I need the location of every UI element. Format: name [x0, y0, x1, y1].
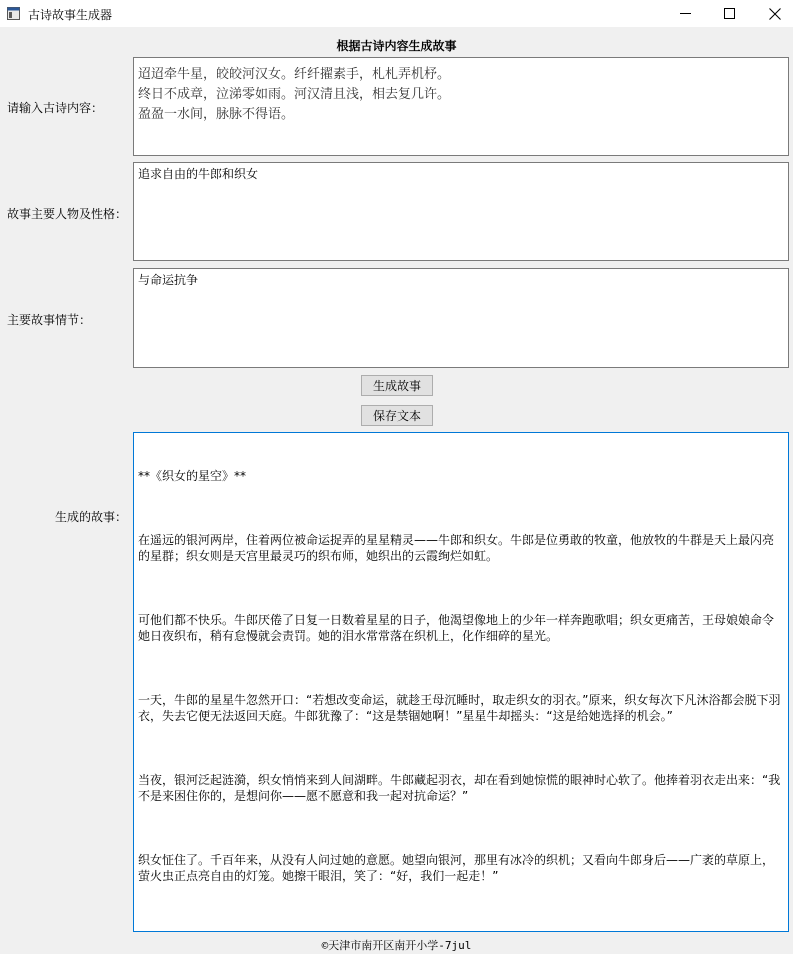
story-paragraph: **《织女的星空》** [138, 469, 247, 483]
story-paragraph: 一天，牛郎的星星牛忽然开口：“若想改变命运，就趁王母沉睡时，取走织女的羽衣。”原来，织女每次下凡沐浴都会脱下羽衣，失去它便无法返回天庭。牛郎犹豫了：“这是禁锢她啊！”星星牛却摇头：“这是给她选择的机会。” [138, 693, 781, 723]
minimize-button[interactable] [662, 0, 708, 27]
story-paragraph: 织女怔住了。千百年来，从没有人问过她的意愿。她望向银河，那里有冰冷的织机；又看向牛郎身后——广袤的草原上，萤火虫正点亮自由的灯笼。她擦干眼泪，笑了：“好，我们一起走！” [138, 853, 775, 883]
window-title: 古诗故事生成器 [28, 8, 113, 22]
story-output[interactable] [133, 432, 789, 932]
title-bar [0, 0, 793, 27]
characters-label: 故事主要人物及性格： [7, 207, 128, 221]
generate-story-button[interactable]: 生成故事 [361, 375, 433, 396]
story-paragraph: 在遥远的银河两岸，住着两位被命运捉弄的星星精灵——牛郎和织女。牛郎是位勇敢的牧童，他放牧的牛群是天上最闪亮的星群；织女则是天宫里最灵巧的织布师，她织出的云霞绚烂如虹。 [138, 533, 775, 563]
footer-credit: ©天津市南开区南开小学-7jul [321, 939, 472, 952]
close-icon [769, 8, 781, 20]
minimize-icon [680, 8, 691, 19]
plot-label: 主要故事情节： [7, 313, 92, 327]
form-heading: 根据古诗内容生成故事 [336, 39, 457, 53]
story-paragraph: 可他们都不快乐。牛郎厌倦了日复一日数着星星的日子，他渴望像地上的少年一样奔跑歌唱；织女更痛苦，王母娘娘命令她日夜织布，稍有怠慢就会责罚。她的泪水常常落在织机上，化作细碎的星光。 [138, 613, 775, 643]
plot-input[interactable]: 与命运抗争 [133, 268, 789, 368]
poem-input[interactable]: 迢迢牵牛星，皎皎河汉女。纤纤擢素手，札札弄机杼。 终日不成章，泣涕零如雨。河汉清且浅，相去复几许。 盈盈一水间，脉脉不得语。 [133, 57, 789, 156]
story-paragraph: 当夜，银河泛起涟漪，织女悄悄来到人间湖畔。牛郎藏起羽衣，却在看到她惊慌的眼神时心软了。他捧着羽衣走出来：“我不是来困住你的，是想问你——愿不愿意和我一起对抗命运？” [138, 773, 781, 803]
story-label: 生成的故事： [55, 510, 128, 524]
maximize-button[interactable] [706, 0, 752, 27]
characters-input[interactable]: 追求自由的牛郎和织女 [133, 162, 789, 261]
app-icon [7, 7, 20, 20]
save-text-button[interactable]: 保存文本 [361, 405, 433, 426]
poem-label: 请输入古诗内容： [7, 101, 104, 115]
maximize-icon [724, 8, 735, 19]
close-button[interactable] [752, 0, 793, 27]
